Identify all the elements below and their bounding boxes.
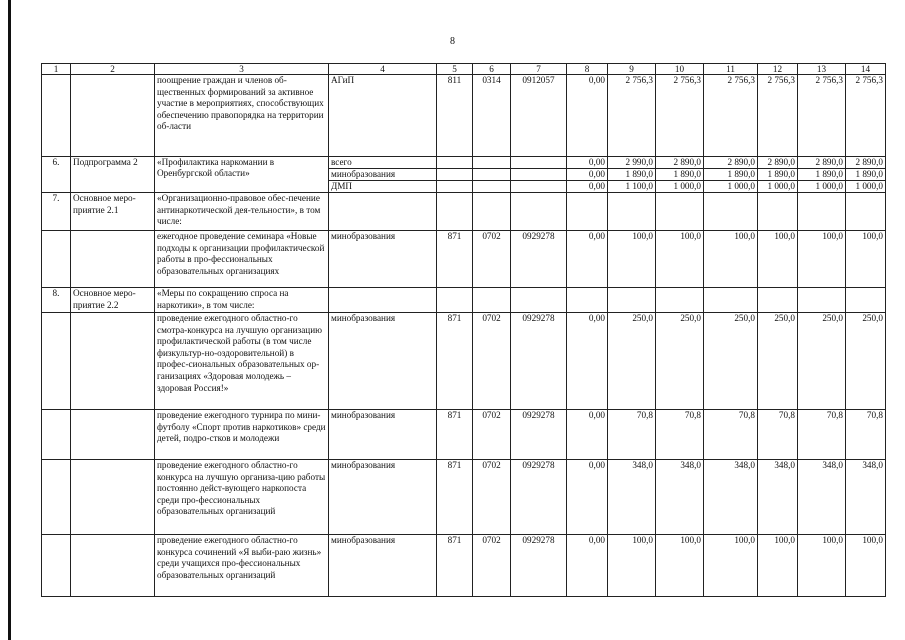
amount-cell: [656, 288, 704, 313]
executor: [329, 193, 437, 231]
code-grbs: [437, 181, 473, 193]
executor: минобразования: [329, 535, 437, 597]
code-target: [511, 288, 567, 313]
amount-cell: 2 756,3: [656, 75, 704, 157]
code-grbs: 871: [437, 313, 473, 410]
amount-cell: 0,00: [567, 313, 608, 410]
code-target: [511, 169, 567, 181]
code-grbs: [437, 288, 473, 313]
amount-cell: 1 890,0: [608, 169, 656, 181]
amount-cell: 250,0: [798, 313, 846, 410]
amount-cell: 348,0: [656, 460, 704, 535]
amount-cell: 2 890,0: [656, 157, 704, 169]
row-number: [42, 460, 71, 535]
column-header: 9: [608, 64, 656, 75]
amount-cell: 100,0: [608, 535, 656, 597]
amount-cell: 1 890,0: [704, 169, 758, 181]
code-grbs: 871: [437, 460, 473, 535]
amount-cell: 70,8: [798, 410, 846, 460]
column-header: 11: [704, 64, 758, 75]
amount-cell: 0,00: [567, 181, 608, 193]
code-section: [473, 288, 511, 313]
code-section: 0702: [473, 313, 511, 410]
amount-cell: 348,0: [798, 460, 846, 535]
amount-cell: 250,0: [704, 313, 758, 410]
code-target: [511, 157, 567, 169]
amount-cell: 250,0: [656, 313, 704, 410]
measure-description: ежегодное проведение семинара «Новые подходы к организации профилактической работы в про-фессиональных образовательных организациях: [155, 231, 329, 288]
amount-cell: 250,0: [846, 313, 886, 410]
table-row: [42, 460, 886, 535]
code-grbs: [437, 193, 473, 231]
amount-cell: 70,8: [758, 410, 798, 460]
amount-cell: [798, 193, 846, 231]
executor: ДМП: [329, 181, 437, 193]
amount-cell: [608, 288, 656, 313]
table-row: [42, 410, 886, 460]
code-grbs: [437, 169, 473, 181]
amount-cell: [608, 193, 656, 231]
program-name: [71, 231, 155, 288]
column-header: 1: [42, 64, 71, 75]
amount-cell: 100,0: [704, 231, 758, 288]
measure-description: проведение ежегодного областно-го конкурса сочинений «Я выби-раю жизнь» среди учащихся про-фессиональных образовательных организаций: [155, 535, 329, 597]
amount-cell: 2 890,0: [758, 157, 798, 169]
row-number: [42, 410, 71, 460]
amount-cell: 2 756,3: [798, 75, 846, 157]
code-target: 0912057: [511, 75, 567, 157]
amount-cell: 100,0: [846, 535, 886, 597]
amount-cell: 1 000,0: [758, 181, 798, 193]
row-number: [42, 75, 71, 157]
measure-description: «Профилактика наркомании в Оренбургской области»: [155, 157, 329, 193]
page-number: 8: [450, 36, 455, 47]
amount-cell: [846, 193, 886, 231]
code-grbs: 871: [437, 231, 473, 288]
amount-cell: [567, 288, 608, 313]
column-header: 6: [473, 64, 511, 75]
amount-cell: 1 890,0: [758, 169, 798, 181]
program-name: [71, 410, 155, 460]
row-number: 7.: [42, 193, 71, 231]
amount-cell: 0,00: [567, 535, 608, 597]
amount-cell: [798, 288, 846, 313]
table-row: [42, 535, 886, 597]
amount-cell: [704, 193, 758, 231]
measure-description: проведение ежегодного областно-го смотра-конкурса на лучшую организацию профилактической работы (в том числе физкультур-но-оздоровительной) в профес-сиональных образовательных ор-ганизациях «Здоровая молодежь – здоровая Россия!»: [155, 313, 329, 410]
column-header: 12: [758, 64, 798, 75]
executor: [329, 288, 437, 313]
program-name: [71, 313, 155, 410]
code-section: 0702: [473, 231, 511, 288]
amount-cell: 1 000,0: [704, 181, 758, 193]
amount-cell: 100,0: [656, 231, 704, 288]
executor: минобразования: [329, 460, 437, 535]
table-row: [42, 288, 886, 313]
amount-cell: [758, 288, 798, 313]
program-name: Основное меро-приятие 2.2: [71, 288, 155, 313]
code-section: [473, 169, 511, 181]
amount-cell: 0,00: [567, 169, 608, 181]
measure-description: проведение ежегодного турнира по мини-футболу «Спорт против наркотиков» среди детей, подро-стков и молодежи: [155, 410, 329, 460]
amount-cell: 1 890,0: [846, 169, 886, 181]
amount-cell: 2 756,3: [846, 75, 886, 157]
budget-table: [41, 63, 886, 597]
code-section: [473, 181, 511, 193]
table-row: [42, 75, 886, 157]
column-header: 3: [155, 64, 329, 75]
code-target: 0929278: [511, 313, 567, 410]
amount-cell: 100,0: [846, 231, 886, 288]
row-number: [42, 535, 71, 597]
code-grbs: [437, 157, 473, 169]
amount-cell: [704, 288, 758, 313]
amount-cell: [567, 193, 608, 231]
table-row: [42, 231, 886, 288]
table-row: [42, 193, 886, 231]
executor: всего: [329, 157, 437, 169]
executor: минобразования: [329, 410, 437, 460]
amount-cell: 2 890,0: [704, 157, 758, 169]
program-name: [71, 75, 155, 157]
amount-cell: 348,0: [704, 460, 758, 535]
amount-cell: 100,0: [758, 231, 798, 288]
measure-description: проведение ежегодного областно-го конкурса на лучшую организа-цию работы постоянно дейст-вующего наркопоста среди про-фессиональных образовательных организаций: [155, 460, 329, 535]
column-header: 13: [798, 64, 846, 75]
amount-cell: 100,0: [798, 231, 846, 288]
code-target: [511, 181, 567, 193]
amount-cell: 0,00: [567, 231, 608, 288]
amount-cell: 100,0: [758, 535, 798, 597]
amount-cell: 2 890,0: [798, 157, 846, 169]
amount-cell: 0,00: [567, 75, 608, 157]
table-row: [42, 313, 886, 410]
amount-cell: [758, 193, 798, 231]
amount-cell: 70,8: [608, 410, 656, 460]
code-section: [473, 157, 511, 169]
program-name: Основное меро-приятие 2.1: [71, 193, 155, 231]
amount-cell: 2 890,0: [846, 157, 886, 169]
amount-cell: 2 756,3: [608, 75, 656, 157]
code-section: [473, 193, 511, 231]
amount-cell: 2 990,0: [608, 157, 656, 169]
amount-cell: 0,00: [567, 460, 608, 535]
amount-cell: 70,8: [656, 410, 704, 460]
code-section: 0702: [473, 410, 511, 460]
column-header: 2: [71, 64, 155, 75]
amount-cell: 2 756,3: [704, 75, 758, 157]
amount-cell: 2 756,3: [758, 75, 798, 157]
measure-description: поощрение граждан и членов об-щественных формирований за активное участие в мероприятиях, способствующих обеспечению правопорядка на территории об-ласти: [155, 75, 329, 157]
column-header: 4: [329, 64, 437, 75]
amount-cell: 70,8: [704, 410, 758, 460]
amount-cell: 1 000,0: [846, 181, 886, 193]
code-section: 0702: [473, 460, 511, 535]
column-header: 5: [437, 64, 473, 75]
executor: минобразования: [329, 231, 437, 288]
row-number: 6.: [42, 157, 71, 193]
header-row: [42, 64, 886, 75]
column-header: 14: [846, 64, 886, 75]
amount-cell: 250,0: [758, 313, 798, 410]
executor: АГиП: [329, 75, 437, 157]
column-header: 8: [567, 64, 608, 75]
left-margin-bar: [8, 0, 11, 640]
program-name: [71, 535, 155, 597]
amount-cell: 250,0: [608, 313, 656, 410]
code-grbs: 871: [437, 410, 473, 460]
amount-cell: 348,0: [846, 460, 886, 535]
code-target: 0929278: [511, 460, 567, 535]
code-target: [511, 193, 567, 231]
amount-cell: 100,0: [608, 231, 656, 288]
code-target: 0929278: [511, 231, 567, 288]
executor: минобразования: [329, 169, 437, 181]
code-target: 0929278: [511, 535, 567, 597]
measure-description: «Организационно-правовое обес-печение антинаркотической дея-тельности», в том числе:: [155, 193, 329, 231]
amount-cell: 0,00: [567, 410, 608, 460]
column-header: 7: [511, 64, 567, 75]
executor: минобразования: [329, 313, 437, 410]
code-target: 0929278: [511, 410, 567, 460]
code-grbs: 811: [437, 75, 473, 157]
row-number: [42, 313, 71, 410]
amount-cell: 348,0: [608, 460, 656, 535]
amount-cell: 70,8: [846, 410, 886, 460]
amount-cell: 0,00: [567, 157, 608, 169]
table-row: [42, 157, 886, 169]
amount-cell: 1 890,0: [798, 169, 846, 181]
amount-cell: 1 100,0: [608, 181, 656, 193]
amount-cell: 1 890,0: [656, 169, 704, 181]
amount-cell: 100,0: [656, 535, 704, 597]
amount-cell: [656, 193, 704, 231]
program-name: Подпрограмма 2: [71, 157, 155, 193]
code-section: 0314: [473, 75, 511, 157]
amount-cell: 100,0: [798, 535, 846, 597]
amount-cell: 348,0: [758, 460, 798, 535]
amount-cell: 1 000,0: [798, 181, 846, 193]
column-header: 10: [656, 64, 704, 75]
measure-description: «Меры по сокращению спроса на наркотики», в том числе:: [155, 288, 329, 313]
program-name: [71, 460, 155, 535]
amount-cell: 1 000,0: [656, 181, 704, 193]
code-section: 0702: [473, 535, 511, 597]
row-number: 8.: [42, 288, 71, 313]
code-grbs: 871: [437, 535, 473, 597]
row-number: [42, 231, 71, 288]
amount-cell: 100,0: [704, 535, 758, 597]
amount-cell: [846, 288, 886, 313]
